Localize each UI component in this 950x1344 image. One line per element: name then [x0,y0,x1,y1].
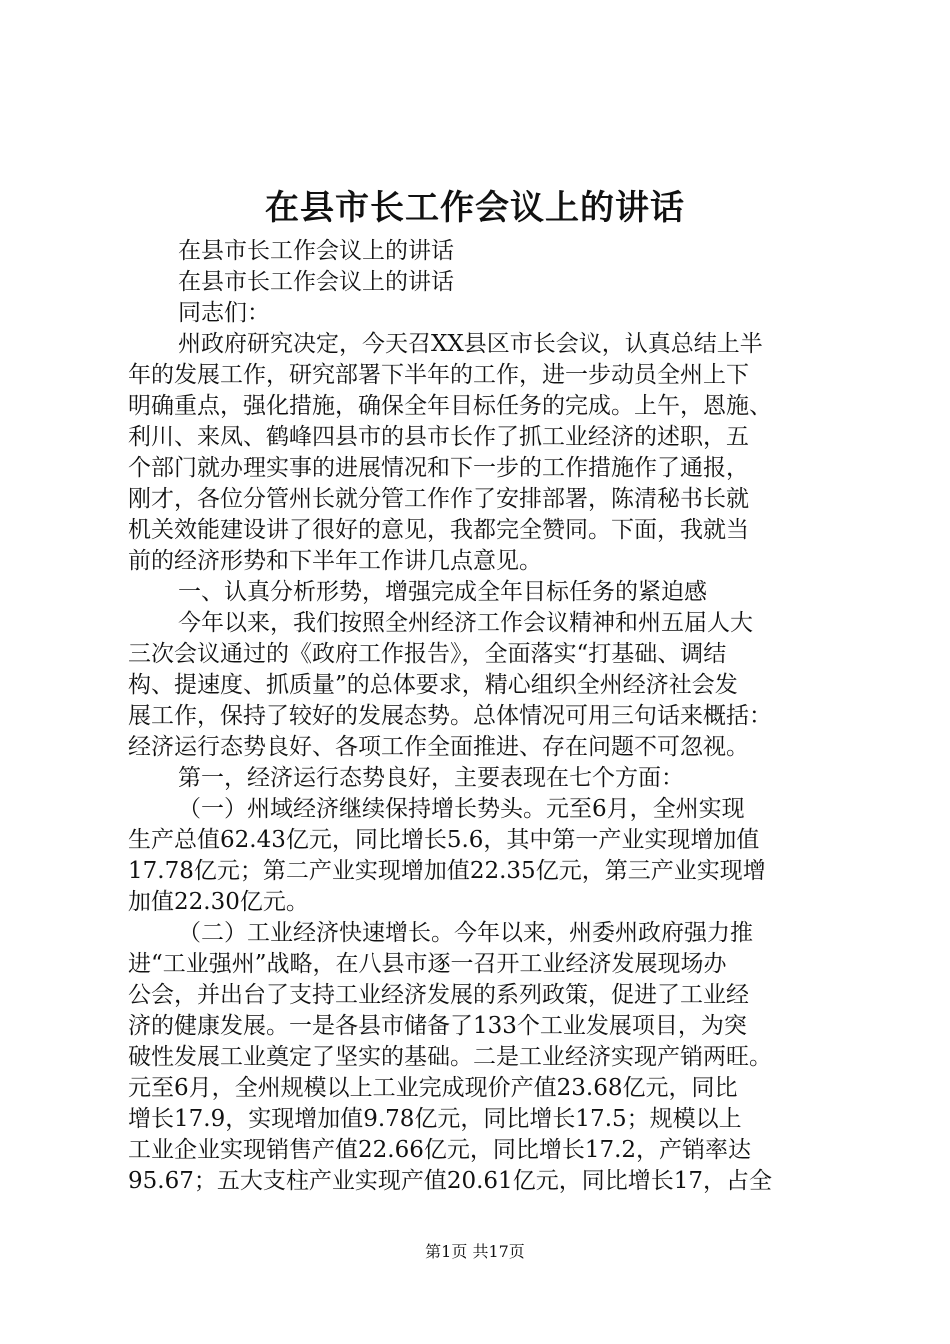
text-line: 同志们： [178,300,270,326]
text-line: 元至6月，全州规模以上工业完成现价产值23.68亿元，同比 [128,1075,738,1101]
text-line: （一）州域经济继续保持增长势头。元至6月，全州实现 [178,796,745,822]
text-line: 在县市长工作会议上的讲话 [178,269,454,295]
text-line: 生产总值62.43亿元，同比增长5.6，其中第一产业实现增加值 [128,827,760,853]
text-line: （二）工业经济快速增长。今年以来，州委州政府强力推 [178,920,753,946]
text-line: 工业企业实现销售产值22.66亿元，同比增长17.2，产销率达 [128,1137,752,1163]
text-line: 95.67；五大支柱产业实现产值20.61亿元，同比增长17，占全 [128,1168,772,1194]
text-line: 州政府研究决定，今天召XX县区市长会议，认真总结上半 [178,331,763,357]
document-title: 在县市长工作会议上的讲话 [265,188,685,228]
text-line: 明确重点，强化措施，确保全年目标任务的完成。上午，恩施、 [128,393,772,419]
text-line: 个部门就办理实事的进展情况和下一步的工作措施作了通报， [128,455,749,481]
text-line: 三次会议通过的《政府工作报告》，全面落实“打基础、调结 [128,641,727,667]
text-line: 在县市长工作会议上的讲话 [178,238,454,264]
page-footer: 第1页 共17页 [425,1242,525,1261]
text-line: 前的经济形势和下半年工作讲几点意见。 [128,548,542,574]
text-line: 17.78亿元；第二产业实现增加值22.35亿元，第三产业实现增 [128,858,766,884]
text-line: 构、提速度、抓质量”的总体要求，精心组织全州经济社会发 [128,672,738,698]
text-line: 经济运行态势良好、各项工作全面推进、存在问题不可忽视。 [128,734,749,760]
text-line: 利川、来凤、鹤峰四县市的县市长作了抓工业经济的述职，五 [128,424,749,450]
text-line: 刚才，各位分管州长就分管工作作了安排部署，陈清秘书长就 [128,486,749,512]
document-body [128,236,828,1197]
text-line: 破性发展工业奠定了坚实的基础。二是工业经济实现产销两旺。 [128,1044,772,1070]
text-line: 加值22.30亿元。 [128,889,309,915]
text-line: 今年以来，我们按照全州经济工作会议精神和州五届人大 [178,610,753,636]
text-line: 第一，经济运行态势良好，主要表现在七个方面： [178,765,684,791]
text-line: 一、认真分析形势，增强完成全年目标任务的紧迫感 [178,579,707,605]
text-line: 公会，并出台了支持工业经济发展的系列政策，促进了工业经 [128,982,749,1008]
text-line: 济的健康发展。一是各县市储备了133个工业发展项目，为突 [128,1013,747,1039]
text-line: 增长17.9，实现增加值9.78亿元，同比增长17.5；规模以上 [128,1106,742,1132]
text-line: 机关效能建设讲了很好的意见，我都完全赞同。下面，我就当 [128,517,749,543]
text-line: 年的发展工作，研究部署下半年的工作，进一步动员全州上下 [128,362,749,388]
text-line: 进“工业强州”战略，在八县市逐一召开工业经济发展现场办 [128,951,727,977]
text-line: 展工作，保持了较好的发展态势。总体情况可用三句话来概括： [128,703,772,729]
